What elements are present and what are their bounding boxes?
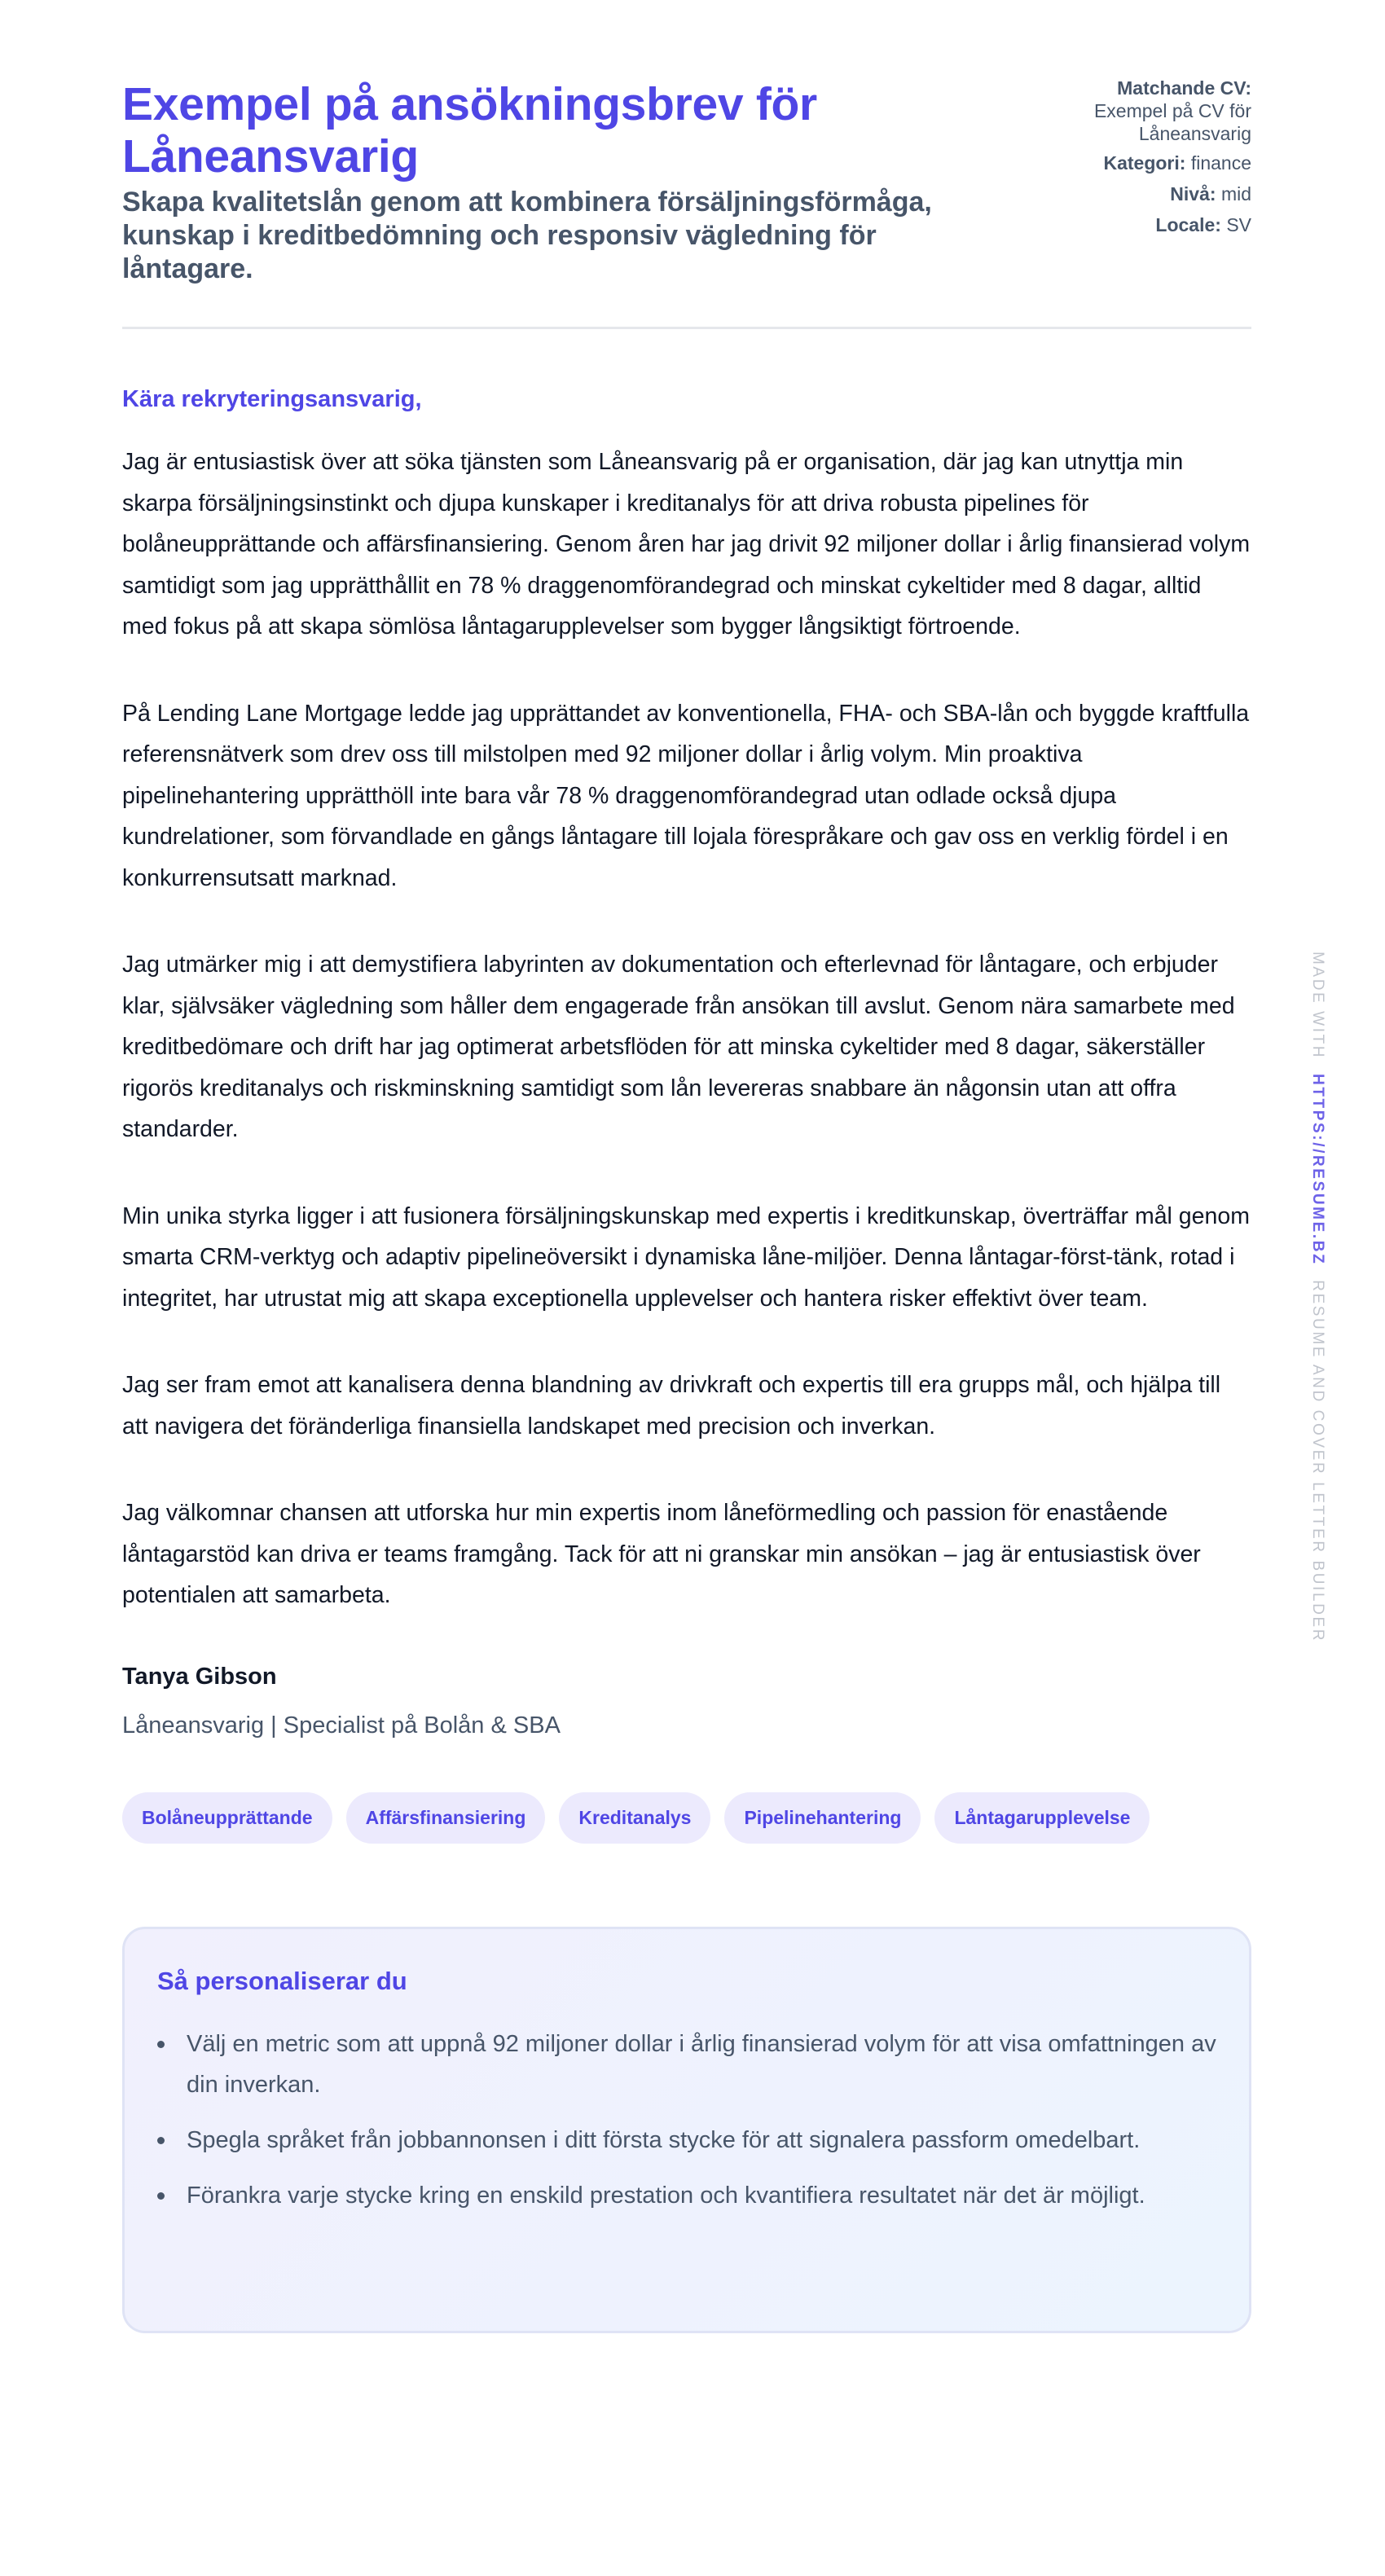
page-title: Exempel på ansökningsbrev för Låneansvarig [122, 78, 817, 182]
bullet-icon [157, 2137, 165, 2144]
bullet-icon [157, 2192, 165, 2200]
tip-item [157, 2120, 1216, 2161]
tip-item [157, 2024, 1216, 2105]
meta-level-label: Nivå: [1170, 183, 1216, 204]
skill-tag: Bolåneupprättande [122, 1792, 332, 1844]
letter-salutation: Kära rekryteringsansvarig, [122, 386, 422, 412]
meta-matching-cv-label: Matchande CV: [1117, 77, 1251, 99]
side-credit [1308, 952, 1326, 1642]
meta-level-value: mid [1220, 183, 1251, 204]
skill-tag: Låntagarupplevelse [934, 1792, 1150, 1844]
title-block [122, 78, 1002, 286]
page-header [122, 0, 1251, 329]
letter-paragraph: Jag välkomnar chansen att utforska hur min expertis inom låneförmedling och passion för enastående låntagarstöd kan driva er teams framgång. Tack för att ni granskar min ansökan – jag är entusiastisk över potentialen att samarbeta. [122, 1500, 1201, 1608]
letter-paragraph: Jag ser fram emot att kanalisera denna blandning av drivkraft och expertis till era grupps mål, och hjälpa till att navigera det föränderliga finansiella landskapet med precision och inverkan. [122, 1372, 1221, 1440]
letter-paragraph: Min unika styrka ligger i att fusionera försäljningskunskap med expertis i kreditkunskap, överträffar mål genom smarta CRM-verktyg och adaptiv pipelineöversikt i dynamiska låne-miljöer. Denna låntagar-först-tänk, rotad i integritet, har utrustat mig att skapa exceptionella upplevelser och hantera risker effektivt över team. [122, 1202, 1250, 1312]
tip-item [157, 2175, 1216, 2216]
signoff-name: Tanya Gibson [122, 1663, 277, 1690]
skill-tags [122, 1792, 1251, 1844]
side-credit-prefix: MADE WITH [1309, 952, 1326, 1060]
tip-text: Spegla språket från jobbannonsen i ditt första stycke för att signalera passform omedelbart. [187, 2126, 1141, 2153]
meta-level [1007, 182, 1251, 205]
tip-text: Välj en metric som att uppnå 92 miljoner dollar i årlig finansierad volym för att visa omfattningen av din inverkan. [187, 2030, 1216, 2098]
letter-signoff [122, 1662, 1251, 1740]
page-subtitle: Skapa kvalitetslån genom att kombinera försäljningsförmåga, kunskap i kreditbedömning och responsiv vägledning för låntagare. [122, 187, 932, 284]
tip-text: Förankra varje stycke kring en enskild prestation och kvantifiera resultatet när det är möjligt. [187, 2182, 1145, 2209]
meta-matching-cv [1007, 77, 1251, 145]
meta-category-label: Kategori: [1103, 152, 1186, 174]
side-credit-link[interactable]: HTTPS://RESUME.BZ [1309, 1074, 1326, 1266]
cover-letter-page [122, 0, 1251, 2333]
bullet-icon [157, 2041, 165, 2048]
letter-paragraph: På Lending Lane Mortgage ledde jag upprättandet av konventionella, FHA- och SBA-lån och byggde kraftfulla referensnätverk som drev oss till milstolpen med 92 miljoner dollar i årlig volym. Min proaktiva pipelinehantering upprätthöll inte bara vår 78 % draggenomförandegrad utan odlade också djupa kundrelationer, som förvandlade en gångs låntagare till lojala förespråkare och gav oss en verklig fördel i en konkurrensutsatt marknad. [122, 700, 1250, 891]
skill-tag: Pipelinehantering [724, 1792, 921, 1844]
meta-matching-cv-link[interactable]: Exempel på CV för Låneansvarig [1093, 100, 1251, 144]
skill-tag: Affärsfinansiering [346, 1792, 546, 1844]
tips-title: Så personaliserar du [157, 1966, 407, 1995]
meta-locale [1007, 213, 1251, 236]
meta-category-value: finance [1190, 152, 1251, 174]
personalization-tips-box [122, 1927, 1251, 2333]
signoff-role: Låneansvarig | Specialist på Bolån & SBA [122, 1712, 561, 1739]
side-credit-suffix: RESUME AND COVER LETTER BUILDER [1309, 1280, 1326, 1643]
letter-paragraph: Jag utmärker mig i att demystifiera labyrinten av dokumentation och efterlevnad för låntagare, och erbjuder klar, självsäker vägledning som håller dem engagerade från ansökan till avslut. Genom nära samarbete med kreditbedömare och drift har jag optimerat arbetsflöden för att minska cykeltider med 8 dagar, säkerställer rigorös kreditanalys och riskminskning samtidigt som lån levereras snabbare än någonsin utan att offra standarder. [122, 952, 1235, 1142]
meta-locale-label: Locale: [1155, 214, 1221, 235]
skill-tag: Kreditanalys [559, 1792, 710, 1844]
meta-panel [1007, 77, 1251, 244]
tips-list [157, 2024, 1216, 2216]
meta-locale-value: SV [1226, 214, 1251, 235]
meta-category [1007, 152, 1251, 174]
letter-paragraph: Jag är entusiastisk över att söka tjänsten som Låneansvarig på er organisation, där jag kan utnyttja min skarpa försäljningsinstinkt och djupa kunskaper i kreditanalys för att driva robusta pipelines för bolåneupprättande och affärsfinansiering. Genom åren har jag drivit 92 miljoner dollar i årlig finansierad volym samtidigt som jag upprätthållit en 78 % draggenomförandegrad och minskat cykeltider med 8 dagar, alltid med fokus på att skapa sömlösa låntagarupplevelser som bygger långsiktigt förtroende. [122, 449, 1251, 640]
letter-body [122, 442, 1251, 1616]
